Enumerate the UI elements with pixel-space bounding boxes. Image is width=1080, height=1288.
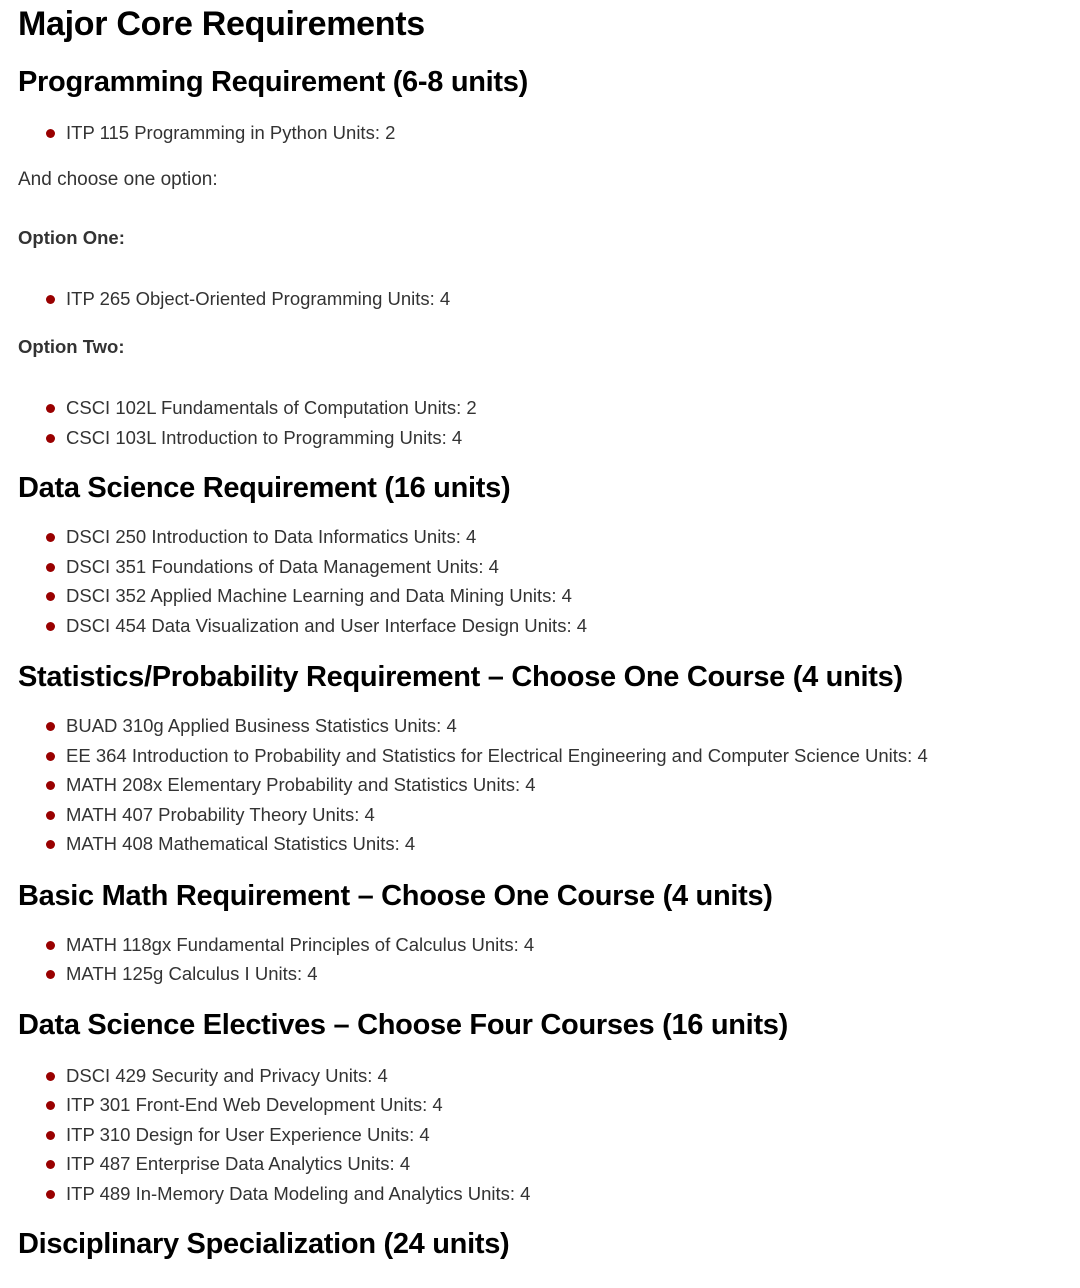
bullet-icon — [46, 533, 55, 542]
course-link[interactable]: MATH 208x Elementary Probability and Statistics Units: 4 — [66, 774, 536, 795]
bullet-icon — [46, 941, 55, 950]
course-item[interactable] — [46, 800, 1080, 830]
course-item[interactable] — [46, 930, 1080, 960]
course-link[interactable]: ITP 115 Programming in Python Units: 2 — [66, 122, 396, 143]
course-link[interactable]: ITP 487 Enterprise Data Analytics Units: 4 — [66, 1153, 411, 1174]
course-item[interactable] — [46, 770, 1080, 800]
section-heading: Data Science Electives – Choose Four Courses (16 units) — [18, 1008, 788, 1041]
course-link[interactable]: ITP 265 Object-Oriented Programming Units: 4 — [66, 287, 451, 309]
bullet-icon — [46, 1072, 55, 1081]
course-item[interactable] — [46, 284, 1080, 314]
course-item[interactable] — [46, 118, 1080, 148]
bullet-icon — [46, 434, 55, 443]
bullet-icon — [46, 1101, 55, 1110]
course-item[interactable] — [46, 741, 1080, 771]
course-item[interactable] — [46, 552, 1080, 582]
bullet-icon — [46, 970, 55, 979]
bullet-icon — [46, 622, 55, 631]
course-link[interactable]: BUAD 310g Applied Business Statistics Units: 4 — [66, 715, 457, 736]
bullet-icon — [46, 563, 55, 572]
course-item[interactable] — [46, 393, 1080, 423]
course-link[interactable]: DSCI 250 Introduction to Data Informatics Units: 4 — [66, 526, 477, 547]
course-link[interactable]: MATH 118gx Fundamental Principles of Calculus Units: 4 — [66, 933, 535, 955]
course-item[interactable] — [46, 1149, 1080, 1179]
choose-option-text: And choose one option: — [18, 168, 218, 190]
section-statistics-requirement — [18, 659, 1080, 859]
bullet-icon — [46, 722, 55, 731]
bullet-icon — [46, 1160, 55, 1169]
section-disciplinary-specialization — [18, 1226, 1080, 1262]
bullet-icon — [46, 840, 55, 849]
course-item[interactable] — [46, 581, 1080, 611]
course-list — [18, 118, 1080, 148]
option-one-course-list — [18, 284, 1080, 314]
course-item[interactable] — [46, 1090, 1080, 1120]
bullet-icon — [46, 752, 55, 761]
bullet-icon — [46, 404, 55, 413]
course-item[interactable] — [46, 423, 1080, 453]
section-data-science-electives — [18, 1007, 1080, 1209]
course-link[interactable]: EE 364 Introduction to Probability and Statistics for Electrical Engineering and Computer Science Units: 4 — [66, 744, 928, 766]
section-heading: Disciplinary Specialization (24 units) — [18, 1228, 510, 1260]
course-list — [18, 1061, 1080, 1209]
option-two-course-list — [18, 393, 1080, 452]
course-item[interactable] — [46, 1061, 1080, 1091]
course-link[interactable]: ITP 489 In-Memory Data Modeling and Analytics Units: 4 — [66, 1182, 531, 1204]
bullet-icon — [46, 811, 55, 820]
bullet-icon — [46, 781, 55, 790]
course-link[interactable]: CSCI 102L Fundamentals of Computation Units: 2 — [66, 397, 477, 418]
course-item[interactable] — [46, 829, 1080, 859]
course-link[interactable]: DSCI 429 Security and Privacy Units: 4 — [66, 1064, 388, 1086]
section-heading: Statistics/Probability Requirement – Choose One Course (4 units) — [18, 661, 903, 693]
course-list — [18, 522, 1080, 640]
option-two-label: Option Two: — [18, 336, 125, 357]
page-title: Major Core Requirements — [18, 5, 425, 43]
course-link[interactable]: MATH 125g Calculus I Units: 4 — [66, 963, 318, 984]
section-heading: Programming Requirement (6-8 units) — [18, 66, 528, 98]
course-link[interactable]: DSCI 352 Applied Machine Learning and Data Mining Units: 4 — [66, 585, 572, 606]
course-item[interactable] — [46, 611, 1080, 641]
section-heading: Data Science Requirement (16 units) — [18, 472, 511, 504]
course-item[interactable] — [46, 711, 1080, 741]
course-item[interactable] — [46, 1179, 1080, 1209]
course-item[interactable] — [46, 959, 1080, 989]
course-link[interactable]: MATH 407 Probability Theory Units: 4 — [66, 803, 375, 825]
course-link[interactable]: MATH 408 Mathematical Statistics Units: 4 — [66, 833, 416, 854]
bullet-icon — [46, 1131, 55, 1140]
section-basic-math-requirement — [18, 878, 1080, 989]
bullet-icon — [46, 295, 55, 304]
bullet-icon — [46, 129, 55, 138]
course-link[interactable]: CSCI 103L Introduction to Programming Units: 4 — [66, 426, 463, 448]
course-link[interactable]: DSCI 351 Foundations of Data Management Units: 4 — [66, 555, 499, 577]
course-link[interactable]: ITP 310 Design for User Experience Units: 4 — [66, 1123, 430, 1145]
bullet-icon — [46, 592, 55, 601]
course-item[interactable] — [46, 1120, 1080, 1150]
course-item[interactable] — [46, 522, 1080, 552]
option-one-label: Option One: — [18, 226, 125, 248]
section-heading: Basic Math Requirement – Choose One Course (4 units) — [18, 879, 773, 912]
section-data-science-requirement — [18, 470, 1080, 640]
bullet-icon — [46, 1190, 55, 1199]
course-link[interactable]: ITP 301 Front-End Web Development Units: 4 — [66, 1094, 443, 1115]
course-list — [18, 930, 1080, 989]
course-link[interactable]: DSCI 454 Data Visualization and User Interface Design Units: 4 — [66, 614, 588, 636]
course-list — [18, 711, 1080, 859]
section-programming-requirement — [18, 64, 1080, 452]
